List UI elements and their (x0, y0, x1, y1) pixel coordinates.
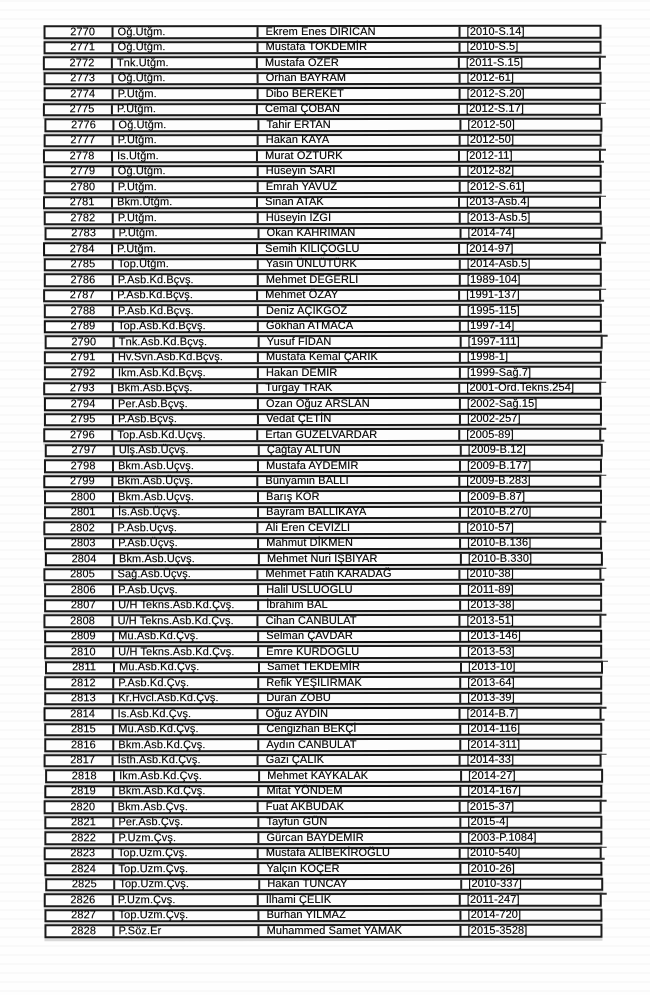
name-cell: Selman ÇAVDAR (259, 631, 461, 641)
name-cell: Ozan Oğuz ARSLAN (259, 399, 461, 409)
row-number-cell: 2802 (45, 523, 113, 533)
name-cell: Gürcan BAYDEMİR (259, 833, 461, 843)
rank-cell: P.Ütğm. (113, 105, 258, 115)
rank-cell: P.Ütğm. (114, 89, 259, 99)
table-row (44, 87, 602, 101)
name-cell: Duran ZOBU (259, 693, 461, 703)
code-cell: [2013-Asb.4] (466, 196, 530, 209)
row-number-cell: 2826 (46, 895, 114, 905)
code-cell: [2010-B.136] (467, 537, 532, 550)
table-row (44, 691, 602, 705)
rank-cell: İkm.Asb.Kd.Çvş. (115, 771, 260, 781)
rank-cell: Per.Asb.Çvş. (114, 818, 259, 828)
row-number-cell: 2821 (46, 818, 114, 828)
table-row (44, 583, 602, 597)
code-cell: [2015-3528] (467, 924, 528, 937)
rank-cell: P.Asb.Kd.Çvş. (114, 678, 259, 688)
rank-cell: Bkm.Asb.Kd.Çvş. (114, 787, 259, 797)
code-cell: [2012-S.20] (466, 87, 525, 100)
name-cell: Mehmet DEĞERLİ (259, 275, 461, 285)
table-row (44, 257, 602, 271)
code-cell: [1989-104] (466, 273, 521, 286)
rank-cell: P.Asb.Üçvş. (114, 585, 259, 595)
table-row (43, 614, 601, 628)
row-number-cell: 2805 (45, 570, 113, 580)
table-row (45, 877, 603, 891)
code-cell: [2014-720] (467, 909, 522, 922)
rank-cell: Top.Asb.Kd.Bçvş. (114, 322, 259, 332)
name-cell: Fuat AKBUDAK (259, 802, 461, 812)
rank-cell: Bkm.Asb.Üçvş. (113, 477, 258, 487)
table-row (44, 676, 602, 690)
code-cell: [1997-14] (466, 320, 515, 333)
row-number-cell: 2770 (46, 27, 114, 37)
name-cell: Mustafa Kemal ÇARIK (259, 352, 461, 362)
rank-cell: Sağ.Asb.Üçvş. (113, 570, 258, 580)
table-row (44, 784, 602, 798)
personnel-table (44, 25, 603, 939)
name-cell: Mehmet ÖZAY (258, 290, 460, 300)
row-number-cell: 2818 (47, 771, 115, 781)
rank-cell: İsth.Asb.Kd.Çvş. (114, 756, 259, 766)
row-number-cell: 2797 (47, 446, 115, 456)
table-row (44, 722, 602, 736)
row-number-cell: 2782 (46, 213, 114, 223)
row-number-cell: 2787 (45, 291, 113, 301)
row-number-cell: 2803 (46, 539, 114, 549)
row-number-cell: 2792 (46, 368, 114, 378)
name-cell: Barış KÖR (259, 492, 461, 502)
row-number-cell: 2822 (46, 833, 114, 843)
name-cell: Gazi ÇALIK (259, 755, 461, 765)
code-cell: [2013-53] (467, 645, 515, 658)
table-row (44, 862, 602, 876)
name-cell: Gökhan ATMACA (259, 321, 461, 331)
code-cell: [2010-S.5] (466, 41, 519, 54)
rank-cell: Mu.Asb.Kd.Çvş. (114, 725, 259, 735)
table-row (43, 56, 601, 70)
name-cell: Murat ÖZTÜRK (258, 151, 460, 161)
name-cell: Bayram BALLIKAYA (259, 507, 461, 517)
name-cell: Çağtay ALTUN (260, 445, 462, 455)
row-number-cell: 2785 (46, 260, 114, 270)
code-cell: [2009-B.12] (467, 444, 526, 457)
row-number-cell: 2784 (45, 244, 113, 254)
code-cell: [2013-39] (467, 692, 515, 705)
name-cell: Mustafa ALİBEKİROĞLU (259, 848, 461, 858)
table-row (44, 505, 602, 519)
table-row (44, 319, 602, 333)
name-cell: Ekrem Enes DİRİCAN (259, 27, 461, 37)
rank-cell: U/H Tekns.Asb.Kd.Çvş. (114, 647, 259, 657)
name-cell: Burhan YILMAZ (259, 910, 461, 920)
rank-cell: Top.Uzm.Çvş. (115, 880, 260, 890)
code-cell: [2010-26] (467, 862, 515, 875)
name-cell: Ali Eren CEVİZLİ (258, 523, 460, 533)
table-row (44, 753, 602, 767)
code-cell: [1998-1] (466, 351, 509, 364)
row-number-cell: 2825 (47, 880, 115, 890)
code-cell: [2014-27] (468, 769, 516, 782)
table-row (44, 536, 602, 550)
table-row (44, 924, 602, 938)
name-cell: Cihan CANBULAT (258, 616, 460, 626)
name-cell: Emrah YAVUZ (259, 182, 461, 192)
rank-cell: Mu.Asb.Kd.Çvş. (115, 663, 260, 673)
row-number-cell: 2798 (46, 461, 114, 471)
rank-cell: P.Uzm.Çvş. (114, 895, 259, 905)
name-cell: Mitat YÖNDEM (259, 786, 461, 796)
rank-cell: U/H Tekns.Asb.Kd.Çvş. (114, 601, 259, 611)
name-cell: Mustafa ÖZER (258, 58, 460, 68)
table-row (44, 831, 602, 845)
code-cell: [2012-61] (466, 72, 514, 85)
code-cell: [2015-4] (467, 816, 509, 829)
rank-cell: Bkm.Asb.Üçvş. (114, 492, 259, 502)
table-row (44, 846, 602, 860)
rank-cell: P.Söz.Er (114, 926, 259, 936)
rank-cell: P.Asb.Kd.Bçvş. (113, 291, 258, 301)
name-cell: Aydın CANBULAT (259, 740, 461, 750)
table-row (44, 211, 602, 225)
row-number-cell: 2817 (46, 756, 114, 766)
row-number-cell: 2789 (46, 322, 114, 332)
row-number-cell: 2808 (45, 616, 113, 626)
table-row (44, 133, 602, 147)
name-cell: Mehmet KAYKALAK (260, 771, 462, 781)
name-cell: Turgay TRAK (258, 383, 460, 393)
row-number-cell: 2815 (46, 725, 114, 735)
rank-cell: Öğ.Ütğm. (114, 74, 259, 84)
table-row (44, 908, 602, 922)
row-number-cell: 2800 (46, 492, 114, 502)
rank-cell: Tnk.Asb.Kd.Bçvş. (115, 337, 260, 347)
rank-cell: P.Asb.Bçvş. (114, 415, 259, 425)
name-cell: Mustafa AYDEMİR (259, 461, 461, 471)
rank-cell: İs.Ütğm. (113, 151, 258, 161)
rank-cell: Bkm.Asb.Bçvş. (113, 384, 258, 394)
row-number-cell: 2780 (46, 182, 114, 192)
rank-cell: Ulş.Asb.Üçvş. (115, 446, 260, 456)
row-number-cell: 2804 (47, 554, 115, 564)
code-cell: [2012-11] (465, 149, 513, 162)
name-cell: Yalçın KOÇER (259, 864, 461, 874)
row-number-cell: 2777 (46, 136, 114, 146)
name-cell: Hakan KAYA (259, 135, 461, 145)
table-row (43, 381, 601, 395)
name-cell: Yasin ÜNLÜTÜRK (259, 259, 461, 269)
row-number-cell: 2809 (46, 632, 114, 642)
rank-cell: U/H Tekns.Asb.Kd.Çvş. (113, 616, 258, 626)
name-cell: Mahmut DİKMEN (259, 538, 461, 548)
rank-cell: Per.Asb.Bçvş. (114, 399, 259, 409)
table-row (43, 288, 601, 302)
rank-cell: Top.Asb.Kd.Üçvş. (113, 430, 258, 440)
row-number-cell: 2779 (46, 167, 114, 177)
name-cell: Sinan ATAK (258, 197, 460, 207)
row-number-cell: 2828 (46, 926, 114, 936)
name-cell: Hakan DEMİR (259, 368, 461, 378)
code-cell: [2014-311] (467, 738, 521, 751)
rank-cell: Top.Uzm.Çvş. (114, 849, 259, 859)
row-number-cell: 2812 (46, 678, 114, 688)
table-row (44, 118, 602, 132)
code-cell: [2012-50] (467, 118, 515, 131)
row-number-cell: 2823 (46, 849, 114, 859)
table-row (44, 304, 602, 318)
rank-cell: İkm.Asb.Kd.Bçvş. (114, 368, 259, 378)
code-cell: [2010-B.270] (467, 506, 532, 519)
name-cell: Hakan TUNCAY (260, 879, 462, 889)
table-row (44, 629, 602, 643)
rank-cell: Öğ.Ütğm. (114, 120, 259, 130)
table-row (44, 490, 602, 504)
code-cell: [2009-B.177] (466, 459, 532, 472)
name-cell: Okan KAHRIMAN (260, 228, 462, 238)
code-cell: [2009-B.283] (466, 475, 531, 488)
name-cell: Refik YEŞİLIRMAK (259, 678, 461, 688)
row-number-cell: 2820 (46, 802, 114, 812)
rank-cell: P.Asb.Kd.Bçvş. (114, 275, 259, 285)
table-row (44, 738, 602, 752)
code-cell: [2011-89] (467, 583, 514, 596)
name-cell: Cemal ÇOBAN (258, 104, 460, 114)
table-row (44, 164, 602, 178)
row-number-cell: 2801 (46, 508, 114, 518)
table-row (44, 645, 602, 659)
table-row (45, 660, 603, 674)
table-row (44, 815, 602, 829)
row-number-cell: 2795 (46, 415, 114, 425)
rank-cell: Bkm.Ütğm. (113, 198, 258, 208)
table-row (43, 149, 601, 163)
name-cell: Bünyamin BALLI (258, 476, 460, 486)
code-cell: [2012-82] (466, 165, 515, 178)
row-number-cell: 2794 (46, 399, 114, 409)
rank-cell: P.Asb.Üçvş. (113, 523, 258, 533)
name-cell: İbrahim BAL (259, 600, 461, 610)
code-cell: [2013-Asb.5] (466, 211, 531, 224)
table-row (44, 800, 602, 814)
row-number-cell: 2786 (46, 275, 114, 285)
code-cell: [2010-57] (466, 521, 514, 534)
name-cell: Hüseyin İZGİ (259, 213, 461, 223)
table-row (43, 428, 601, 442)
row-number-cell: 2776 (46, 120, 114, 130)
row-number-cell: 2824 (46, 864, 114, 874)
row-number-cell: 2773 (46, 74, 114, 84)
row-number-cell: 2799 (45, 477, 113, 487)
name-cell: Dibo BEREKET (259, 89, 461, 99)
code-cell: [2011-247] (466, 893, 520, 906)
row-number-cell: 2793 (45, 384, 113, 394)
table-row (43, 242, 601, 256)
row-number-cell: 2827 (46, 911, 114, 921)
name-cell: Samet TEKDEMİR (260, 662, 462, 672)
rank-cell: P.Uzm.Çvş. (114, 833, 259, 843)
row-number-cell: 2783 (47, 229, 115, 239)
name-cell: Vedat ÇETİN (259, 414, 461, 424)
table-row (43, 195, 601, 209)
row-number-cell: 2778 (45, 151, 113, 161)
code-cell: [2010-540] (466, 847, 521, 860)
row-number-cell: 2813 (46, 694, 114, 704)
name-cell: Yusuf FİDAN (260, 337, 462, 347)
table-row (43, 102, 601, 116)
table-row (44, 893, 602, 907)
row-number-cell: 2816 (46, 740, 114, 750)
rank-cell: Top.Uzm.Çvş. (114, 864, 259, 874)
code-cell: [2014-116] (467, 723, 521, 736)
row-number-cell: 2775 (45, 105, 113, 115)
name-cell: Emre KURDOĞLU (259, 647, 461, 657)
code-cell: [2013-10] (467, 661, 516, 674)
table-row (44, 366, 602, 380)
table-row (44, 40, 602, 54)
rank-cell: P.Asb.Üçvş. (114, 539, 259, 549)
name-cell: Deniz AÇIKGÖZ (259, 306, 461, 316)
table-row (43, 567, 601, 581)
table-row (44, 25, 602, 39)
table-row (44, 180, 602, 194)
rank-cell: Tnk.Ütğm. (113, 58, 258, 68)
name-cell: Mustafa TOKDEMİR (259, 42, 461, 52)
rank-cell: İs.Asb.Üçvş. (114, 508, 259, 518)
rank-cell: P.Ütğm. (114, 136, 259, 146)
table-row (44, 273, 602, 287)
table-row (45, 552, 603, 566)
name-cell: Tayfun GÜN (259, 817, 461, 827)
rank-cell: P.Ütğm. (113, 244, 258, 254)
row-number-cell: 2774 (46, 89, 114, 99)
name-cell: Halil USLUOĞLU (259, 585, 461, 595)
row-number-cell: 2807 (46, 601, 114, 611)
name-cell: Orhan BAYRAM (259, 73, 461, 83)
table-row (43, 474, 601, 488)
row-number-cell: 2791 (46, 353, 114, 363)
name-cell: Oğuz AYDIN (259, 709, 461, 719)
rank-cell: P.Ütğm. (115, 229, 260, 239)
code-cell: [2014-167] (467, 785, 521, 798)
code-cell: [2011-S.15] (465, 56, 524, 69)
rank-cell: İs.Asb.Kd.Çvş. (114, 709, 259, 719)
code-cell: [1999-Sağ.7] (466, 366, 532, 379)
name-cell: Cengizhan BEKÇİ (259, 724, 461, 734)
code-cell: [2014-B.7] (466, 707, 519, 720)
rank-cell: Bkm.Asb.Üçvş. (114, 461, 259, 471)
name-cell: Mehmet Fatih KARADAĞ (258, 569, 460, 579)
code-cell: [2012-S.17] (465, 103, 524, 116)
row-number-cell: 2788 (46, 306, 114, 316)
code-cell: [2010-B.330] (467, 552, 533, 565)
row-number-cell: 2796 (45, 430, 113, 440)
rank-cell: Kr.Hvcl.Asb.Kd.Çvş. (114, 694, 259, 704)
code-cell: [2010-S.14] (466, 25, 525, 38)
rank-cell: Bkm.Asb.Üçvş. (115, 554, 260, 564)
name-cell: Hüseyin SARI (259, 166, 461, 176)
name-cell: Semih KILIÇOĞLU (258, 244, 460, 254)
row-number-cell: 2790 (47, 337, 115, 347)
code-cell: [1997-111] (467, 335, 520, 348)
code-cell: [2013-146] (467, 630, 521, 643)
row-number-cell: 2781 (45, 198, 113, 208)
code-cell: [2014-Asb.5] (466, 258, 531, 271)
rank-cell: Öğ.Ütğm. (114, 43, 259, 53)
row-number-cell: 2819 (46, 787, 114, 797)
rank-cell: Mu.Asb.Kd.Çvş. (114, 632, 259, 642)
row-number-cell: 2771 (46, 43, 114, 53)
code-cell: [2013-64] (467, 676, 515, 689)
table-row (44, 598, 602, 612)
code-cell: [2005-89] (466, 428, 514, 441)
name-cell: Ertan GÜZELVARDAR (258, 430, 460, 440)
table-row (43, 521, 601, 535)
rank-cell: Öğ.Ütğm. (114, 167, 259, 177)
code-cell: [1995-115] (466, 304, 520, 317)
code-cell: [2012-50] (466, 134, 515, 147)
code-cell: [2001-Ord.Tekns.254] (466, 382, 575, 395)
table-row (45, 226, 603, 240)
rank-cell: Top.Uzm.Çvş. (114, 911, 259, 921)
code-cell: [2010-337] (468, 878, 522, 891)
table-row (45, 335, 603, 349)
table-row (45, 443, 603, 457)
row-number-cell: 2810 (46, 647, 114, 657)
code-cell: [2015-37] (466, 800, 515, 813)
rank-cell: Hv.Svn.Asb.Kd.Bçvş. (114, 353, 259, 363)
code-cell: [2014-74] (467, 227, 515, 240)
table-row (44, 350, 602, 364)
row-number-cell: 2814 (46, 709, 114, 719)
code-cell: [2013-38] (467, 599, 515, 612)
code-cell: [2009-B.87] (467, 490, 526, 503)
table-row (44, 71, 602, 85)
code-cell: [2014-33] (466, 754, 514, 767)
code-cell: [2012-S.61] (466, 180, 525, 193)
table-row (44, 412, 602, 426)
table-row (44, 397, 602, 411)
table-row (45, 769, 603, 783)
name-cell: Muhammed Samet YAMAK (259, 926, 461, 936)
row-number-cell: 2772 (45, 58, 113, 68)
name-cell: İlhami ÇELİK (259, 895, 461, 905)
code-cell: [2013-51] (466, 614, 514, 627)
code-cell: [2014-97] (466, 242, 514, 255)
code-cell: [2002-257] (466, 413, 521, 426)
rank-cell: Bkm.Asb.Kd.Çvş. (114, 740, 259, 750)
rank-cell: P.Ütğm. (114, 213, 259, 223)
table-row (44, 707, 602, 721)
row-number-cell: 2806 (46, 585, 114, 595)
code-cell: [1991-137] (466, 289, 520, 302)
rank-cell: Öğ.Ütğm. (114, 27, 259, 37)
row-number-cell: 2811 (47, 663, 115, 673)
rank-cell: P.Asb.Kd.Bçvş. (114, 306, 259, 316)
code-cell: [2002-Sağ.15] (466, 397, 538, 410)
code-cell: [2003-P.1084] (467, 831, 537, 844)
rank-cell: Top.Ütğm. (114, 260, 259, 270)
rank-cell: P.Ütğm. (114, 182, 259, 192)
name-cell: Mehmet Nuri İŞBİYAR (260, 554, 462, 564)
table-row (44, 459, 602, 473)
name-cell: Tahir ERTAN (259, 120, 461, 130)
rank-cell: Bkm.Asb.Çvş. (114, 802, 259, 812)
code-cell: [2010-38] (466, 568, 514, 581)
